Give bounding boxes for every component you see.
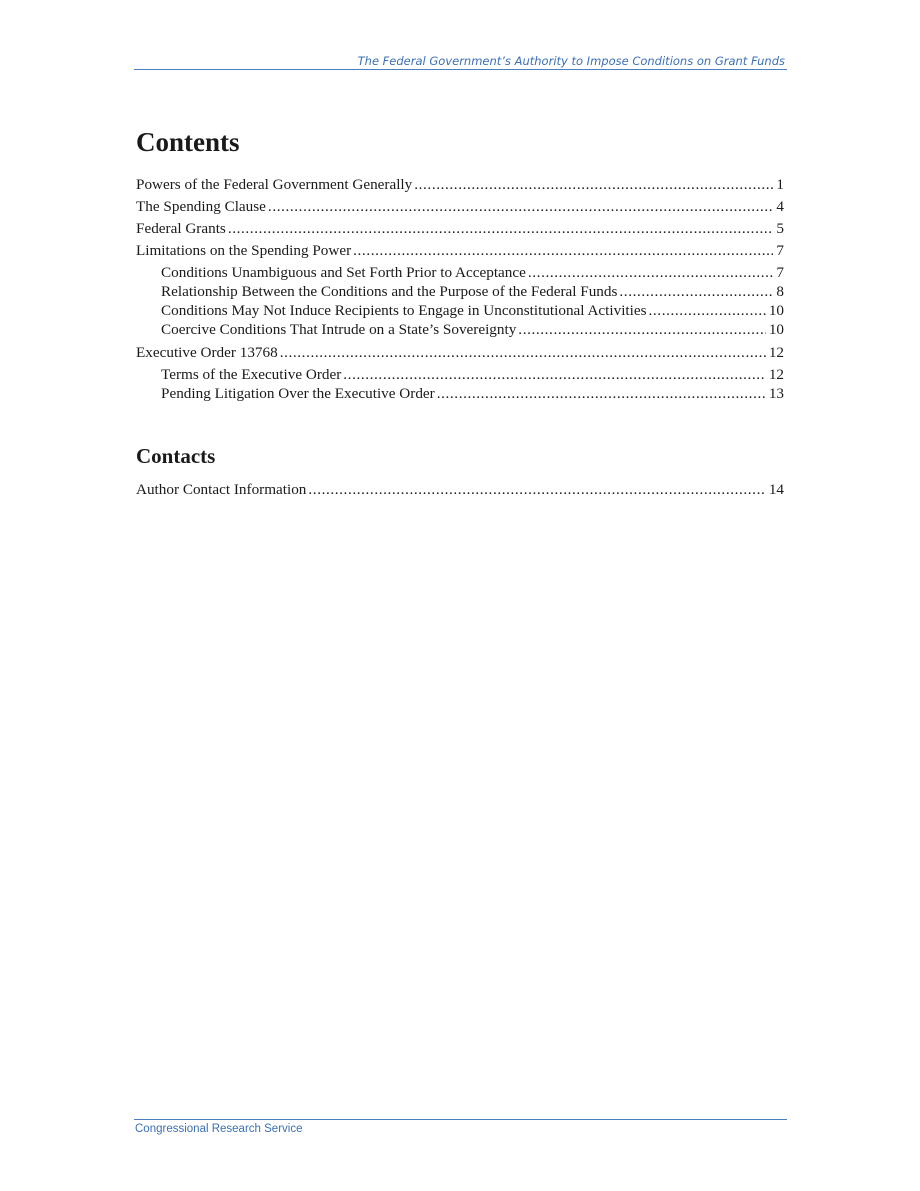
toc-subentry[interactable]	[161, 384, 784, 403]
toc-entry-title: Conditions May Not Induce Recipients to Engage in Unconstitutional Activities	[161, 302, 647, 319]
publisher-name: Congressional Research Service	[135, 1123, 303, 1135]
toc-dot-leader	[437, 384, 766, 403]
toc-entry[interactable]	[136, 197, 784, 216]
toc-entry-title: Conditions Unambiguous and Set Forth Prior to Acceptance	[161, 264, 526, 281]
toc-entry-title: Executive Order 13768	[136, 344, 278, 361]
toc-dot-leader	[353, 241, 773, 260]
toc-entry-title: Federal Grants	[136, 220, 226, 237]
toc-dot-leader	[280, 343, 766, 362]
toc-subentry[interactable]	[161, 320, 784, 339]
toc-entry-page: 14	[768, 481, 784, 498]
toc-entry-title: Author Contact Information	[136, 481, 307, 498]
toc-dot-leader	[518, 320, 766, 339]
toc-entry[interactable]	[136, 343, 784, 362]
toc-entry-page: 10	[768, 302, 784, 319]
toc-entry-page: 12	[768, 366, 784, 383]
toc-entry[interactable]	[136, 241, 784, 260]
toc-dot-leader	[343, 365, 766, 384]
toc-subentry[interactable]	[161, 263, 784, 282]
toc-entry-title: Relationship Between the Conditions and the Purpose of the Federal Funds	[161, 283, 618, 300]
toc-entry-page: 1	[776, 176, 784, 193]
toc-entry-title: Terms of the Executive Order	[161, 366, 342, 383]
toc-entry-page: 12	[768, 344, 784, 361]
toc-entry-page: 7	[776, 264, 784, 281]
contents-heading: Contents	[136, 127, 240, 157]
toc-entry[interactable]	[136, 219, 784, 238]
toc-entry-page: 8	[776, 283, 784, 300]
toc-dot-leader	[308, 480, 765, 499]
contacts-heading: Contacts	[136, 444, 216, 468]
toc-entry-title: The Spending Clause	[136, 198, 266, 215]
toc-subentry[interactable]	[161, 365, 784, 384]
toc-dot-leader	[619, 282, 773, 301]
toc-entry[interactable]	[136, 175, 784, 194]
toc-subentry[interactable]	[161, 282, 784, 301]
toc-entry-title: Limitations on the Spending Power	[136, 242, 352, 259]
toc-entry-page: 13	[768, 385, 784, 402]
toc-dot-leader	[268, 197, 773, 216]
page-footer	[134, 1119, 787, 1135]
toc-entry-page: 5	[776, 220, 784, 237]
toc-dot-leader	[228, 219, 774, 238]
toc-entry-page: 4	[776, 198, 784, 215]
toc-entry-page: 10	[768, 321, 784, 338]
toc-entry-title: Powers of the Federal Government Generally	[136, 176, 413, 193]
toc-entry[interactable]	[136, 480, 784, 499]
toc-entry-page: 7	[776, 242, 784, 259]
page-header	[134, 54, 787, 70]
toc-dot-leader	[649, 301, 766, 320]
toc-entry-title: Pending Litigation Over the Executive Order	[161, 385, 435, 402]
toc-dot-leader	[414, 175, 773, 194]
toc-dot-leader	[528, 263, 774, 282]
toc-entry-title: Coercive Conditions That Intrude on a State’s Sovereignty	[161, 321, 517, 338]
running-title: The Federal Government’s Authority to Impose Conditions on Grant Funds	[357, 54, 785, 68]
toc-subentry[interactable]	[161, 301, 784, 320]
